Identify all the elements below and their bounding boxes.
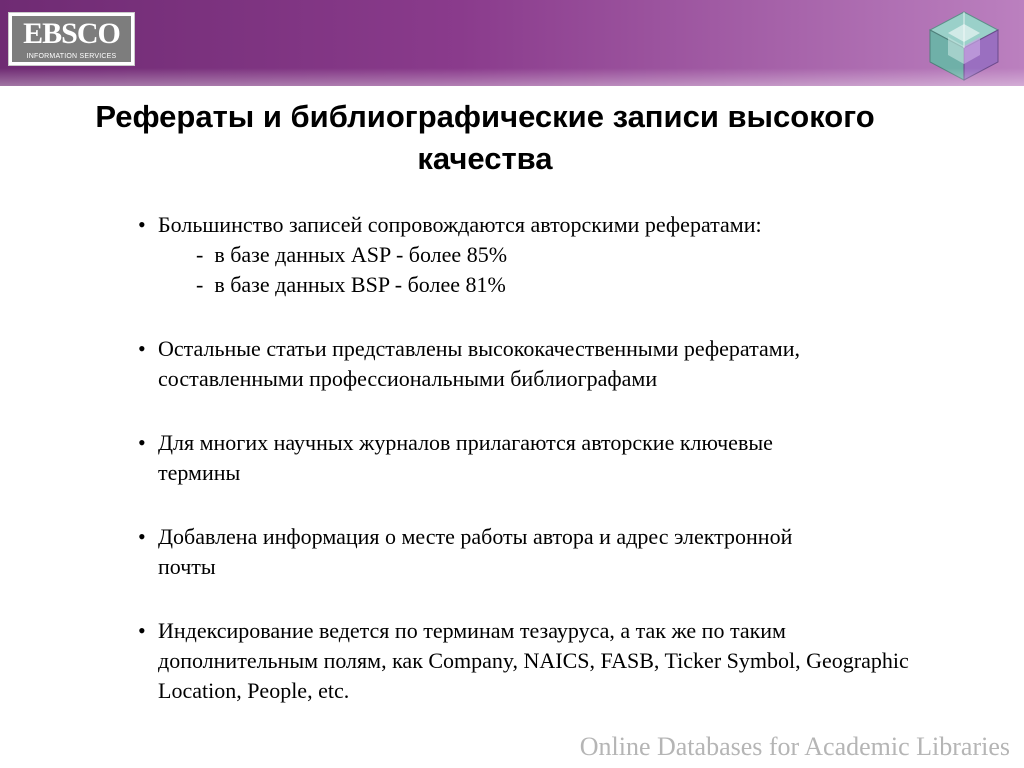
ebsco-logo bbox=[8, 12, 135, 66]
logo-word: EBSCO bbox=[23, 17, 120, 50]
bullet-item bbox=[138, 334, 968, 394]
bullet-item bbox=[138, 616, 968, 706]
sub-bullet: - в базе данных ASP - более 85% bbox=[196, 242, 508, 267]
sub-bullet: - в базе данных BSP - более 81% bbox=[196, 272, 506, 297]
logo-subtitle: INFORMATION SERVICES bbox=[26, 53, 117, 60]
header-banner bbox=[0, 0, 1024, 86]
bullet-marker: • bbox=[138, 618, 146, 643]
bullet-text: Для многих научных журналов прилагаются авторские ключевые термины bbox=[158, 430, 773, 485]
bullet-text: Добавлена информация о месте работы автора и адрес электронной почты bbox=[158, 524, 793, 579]
bullet-list bbox=[138, 210, 968, 706]
footer-caption: Online Databases for Academic Libraries bbox=[579, 732, 1010, 761]
slide-title: Рефераты и библиографические записи высокого качества bbox=[95, 99, 875, 176]
bullet-text: Индексирование ведется по терминам тезауруса, а так же по таким дополнительным полям, как Company, NAICS, FASB, Ticker Symbol, Geographic Location, People, etc. bbox=[158, 618, 909, 703]
bullet-item bbox=[138, 210, 968, 300]
bullet-marker: • bbox=[138, 524, 146, 549]
cube-icon bbox=[928, 10, 1000, 82]
bullet-marker: • bbox=[138, 212, 146, 237]
bullet-item bbox=[138, 428, 968, 488]
bullet-marker: • bbox=[138, 336, 146, 361]
bullet-marker: • bbox=[138, 430, 146, 455]
bullet-text: Остальные статьи представлены высококачественными рефератами, составленными профессиональными библиографами bbox=[158, 336, 800, 391]
bullet-item bbox=[138, 522, 968, 582]
bullet-text: Большинство записей сопровождаются авторскими рефератами: bbox=[158, 212, 762, 237]
